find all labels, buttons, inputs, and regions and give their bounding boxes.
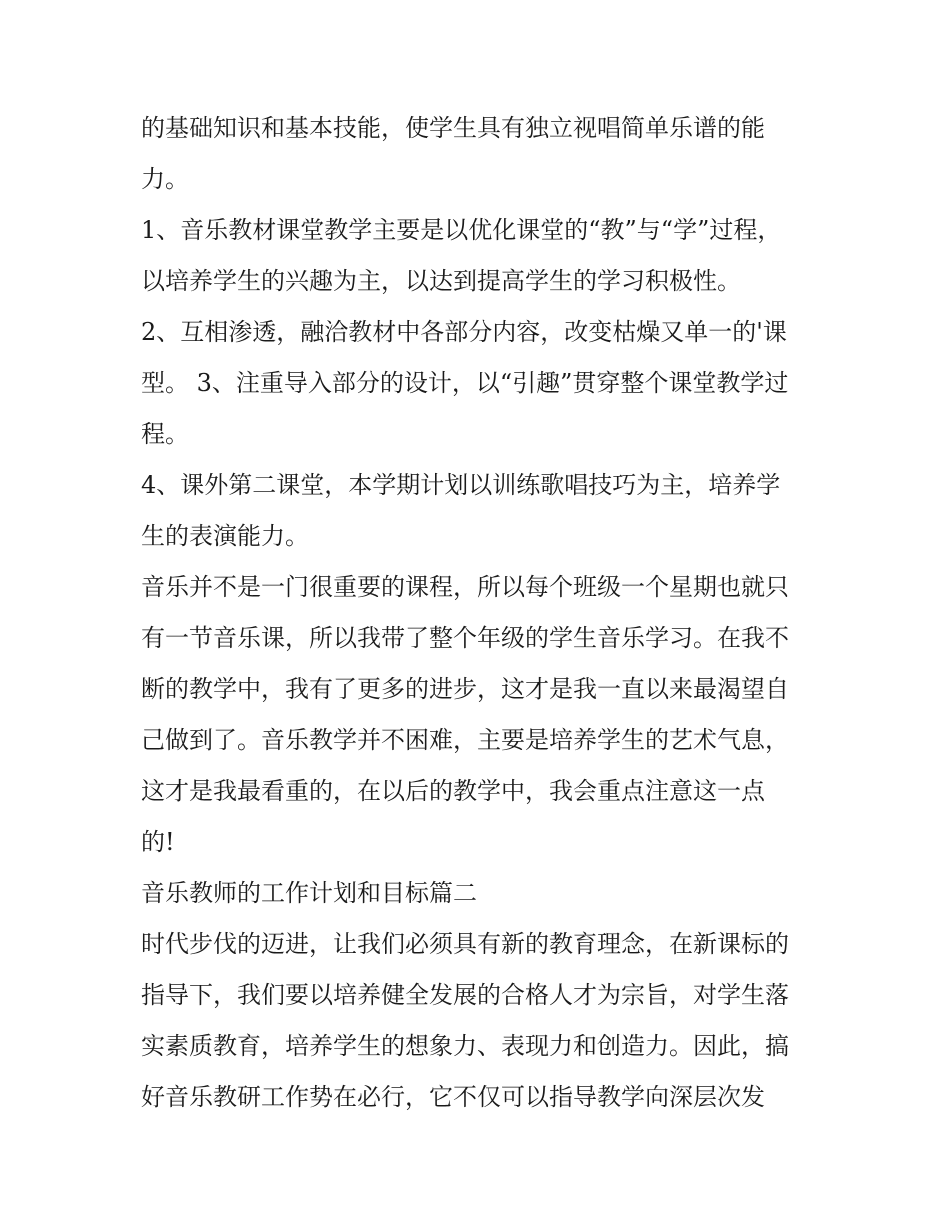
text-line: 以培养学生的兴趣为主，以达到提高学生的学习积极性。 bbox=[141, 267, 741, 295]
section-heading: 音乐教师的工作计划和目标篇二 bbox=[141, 879, 477, 907]
text-line: 的基础知识和基本技能，使学生具有独立视唱简单乐谱的能 bbox=[141, 114, 765, 142]
text-line: 2、互相渗透，融洽教材中各部分内容，改变枯燥又单一的'课 bbox=[141, 318, 787, 346]
text-line: 的! bbox=[141, 828, 175, 856]
text-line: 这才是我最看重的，在以后的教学中，我会重点注意这一点 bbox=[141, 777, 765, 805]
text-line: 型。 3、注重导入部分的设计，以“引趣”贯穿整个课堂教学过 bbox=[141, 369, 789, 397]
text-line: 4、课外第二课堂，本学期计划以训练歌唱技巧为主，培养学 bbox=[141, 471, 781, 499]
text-line: 指导下，我们要以培养健全发展的合格人才为宗旨，对学生落 bbox=[141, 981, 789, 1009]
text-line: 好音乐教研工作势在必行，它不仅可以指导教学向深层次发 bbox=[141, 1083, 765, 1111]
text-line: 1、音乐教材课堂教学主要是以优化课堂的“教”与“学”过程， bbox=[141, 216, 782, 244]
text-line: 力。 bbox=[141, 165, 189, 193]
text-line: 程。 bbox=[141, 420, 189, 448]
text-line: 生的表演能力。 bbox=[141, 522, 309, 550]
text-line: 实素质教育，培养学生的想象力、表现力和创造力。因此，搞 bbox=[141, 1032, 789, 1060]
text-line: 断的教学中，我有了更多的进步，这才是我一直以来最渴望自 bbox=[141, 675, 789, 703]
text-line: 时代步伐的迈进，让我们必须具有新的教育理念，在新课标的 bbox=[141, 930, 789, 958]
text-line: 音乐并不是一门很重要的课程，所以每个班级一个星期也就只 bbox=[141, 573, 789, 601]
text-line: 有一节音乐课，所以我带了整个年级的学生音乐学习。在我不 bbox=[141, 624, 789, 652]
text-line: 己做到了。音乐教学并不困难，主要是培养学生的艺术气息， bbox=[141, 726, 789, 754]
